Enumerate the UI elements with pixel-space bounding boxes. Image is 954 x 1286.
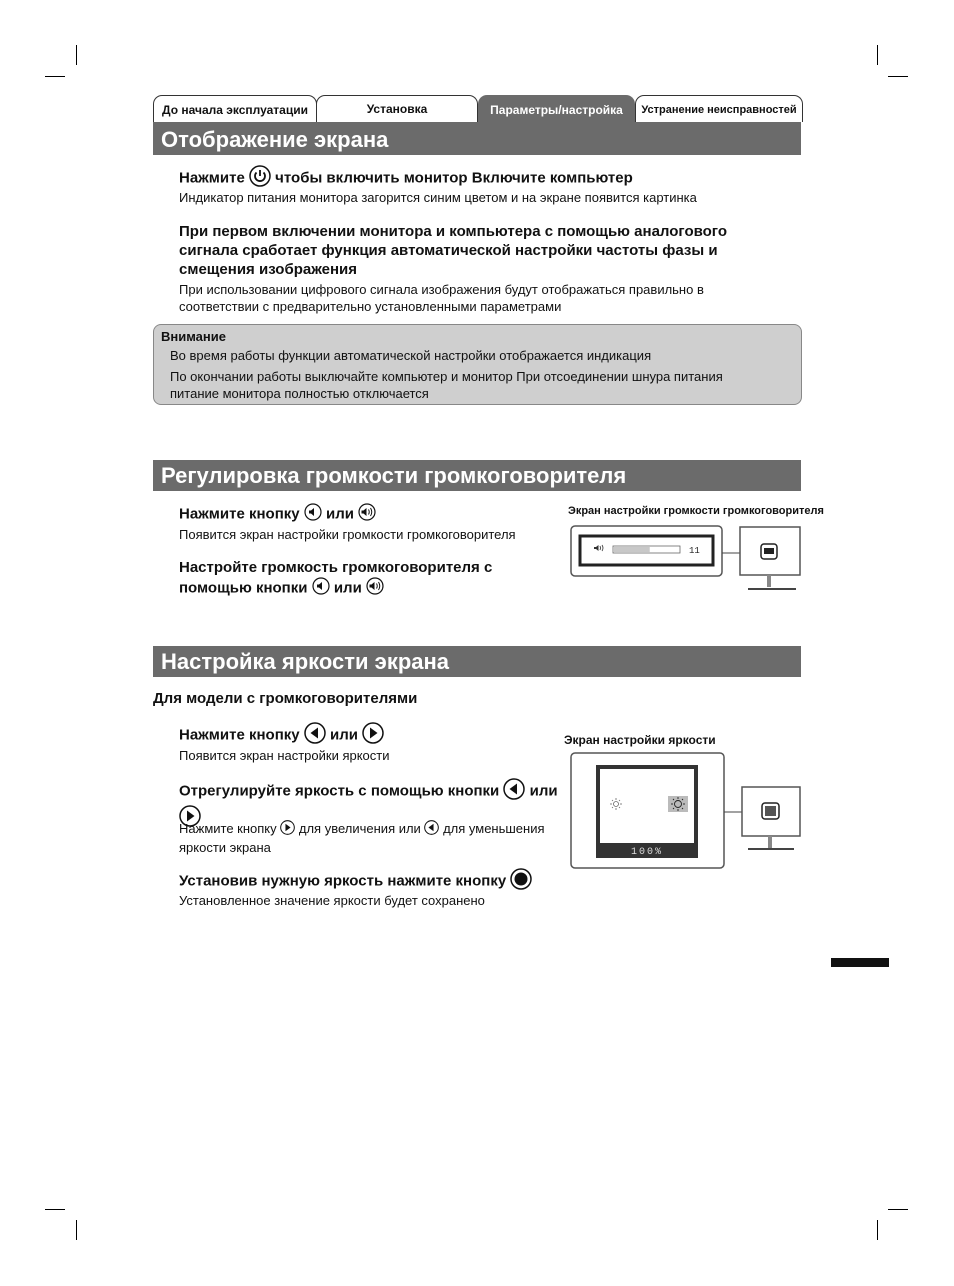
volume-screen-illustration — [568, 523, 804, 593]
step-volume-press-text: Появится экран настройки громкости громкоговорителя — [179, 527, 516, 542]
crop-mark — [888, 1209, 908, 1210]
tab-installation[interactable]: Установка — [316, 95, 478, 122]
volume-up-icon — [366, 577, 384, 600]
step-heading-text: Нажмите кнопку — [179, 726, 300, 744]
step-brightness-press-text: Появится экран настройки яркости — [179, 748, 390, 763]
brightness-model-subtitle: Для модели с громкоговорителями — [153, 690, 418, 707]
step-text: Нажмите кнопку — [179, 821, 277, 836]
step-heading-text: или — [329, 726, 358, 744]
step-power-on-text: Индикатор питания монитора загорится синим цветом и на экране появится картинка — [179, 190, 697, 205]
power-icon — [249, 165, 271, 192]
volume-level-fill — [614, 547, 650, 552]
right-arrow-button-icon — [362, 722, 384, 749]
brightness-screen-illustration — [568, 750, 804, 872]
attention-note — [153, 324, 802, 405]
section-title-display: Отображение экрана — [153, 124, 801, 155]
step-heading-text: Отрегулируйте яркость с помощью кнопки — [179, 782, 500, 800]
step-heading-text: или — [333, 579, 362, 597]
step-heading-text: или — [325, 505, 354, 523]
step-heading-text: или — [529, 782, 558, 800]
crop-mark — [888, 76, 908, 77]
crop-mark — [877, 45, 878, 65]
enter-button-icon — [510, 868, 532, 895]
step-heading-text: помощью кнопки — [179, 579, 308, 597]
volume-up-icon — [358, 503, 376, 526]
volume-down-icon — [304, 503, 322, 526]
step-brightness-save-text: Установленное значение яркости будет сохранено — [179, 893, 485, 908]
crop-mark — [45, 1209, 65, 1210]
right-arrow-button-icon — [280, 820, 295, 839]
brightness-screen-caption: Экран настройки яркости — [564, 733, 716, 747]
crop-mark — [76, 1220, 77, 1240]
step-brightness-press-heading — [179, 722, 384, 749]
left-arrow-button-icon — [304, 722, 326, 749]
volume-down-icon — [312, 577, 330, 600]
volume-value: 11 — [689, 546, 700, 556]
crop-mark — [76, 45, 77, 65]
step-heading-text: Установив нужную яркость нажмите кнопку — [179, 872, 507, 890]
section-title-brightness: Настройка яркости экрана — [153, 646, 801, 677]
step-power-on-heading — [179, 165, 633, 192]
step-volume-adjust-heading — [179, 558, 492, 600]
step-brightness-save-heading — [179, 868, 532, 895]
left-arrow-button-icon — [503, 778, 525, 805]
page-edge-marker — [831, 958, 889, 967]
step-heading-text: Нажмите — [179, 169, 245, 187]
tab-troubleshooting[interactable]: Устранение неисправностей — [635, 95, 803, 122]
left-arrow-button-icon — [424, 820, 439, 839]
step-brightness-adjust-text — [179, 820, 569, 856]
chapter-tabs — [153, 95, 803, 123]
step-heading-text: Нажмите кнопку — [179, 505, 300, 523]
brightness-value: 100% — [630, 847, 664, 858]
crop-mark — [877, 1220, 878, 1240]
step-text: яркости экрана — [179, 840, 271, 856]
step-heading-text: Настройте громкость громкоговорителя с — [179, 559, 493, 576]
tab-before-use[interactable]: До начала эксплуатации — [153, 95, 317, 122]
crop-mark — [45, 76, 65, 77]
note-line: По окончании работы выключайте компьютер и монитор При отсоединении шнура питания питание монитора полностью отключается — [170, 369, 723, 401]
step-heading-text: чтобы включить монитор Включите компьютер — [275, 169, 633, 187]
volume-screen-caption: Экран настройки громкости громкоговорителя — [568, 505, 824, 517]
step-auto-adjust-text: При использовании цифрового сигнала изображения будут отображаться правильно в соответствии с предварительно установленными параметрами — [179, 282, 704, 314]
note-title: Внимание — [161, 329, 226, 344]
step-auto-adjust-heading: При первом включении монитора и компьютера с помощью аналогового сигнала сработает функция автоматической настройки частоты фазы и смещения изображения — [179, 223, 728, 278]
step-volume-press-heading — [179, 503, 376, 526]
step-text: для увеличения или — [298, 821, 421, 836]
section-title-volume: Регулировка громкости громкоговорителя — [153, 460, 801, 491]
step-text: для уменьшения — [443, 821, 545, 836]
note-line: Во время работы функции автоматической настройки отображается индикация — [170, 348, 652, 363]
tab-settings[interactable]: Параметры/настройка — [478, 95, 635, 122]
